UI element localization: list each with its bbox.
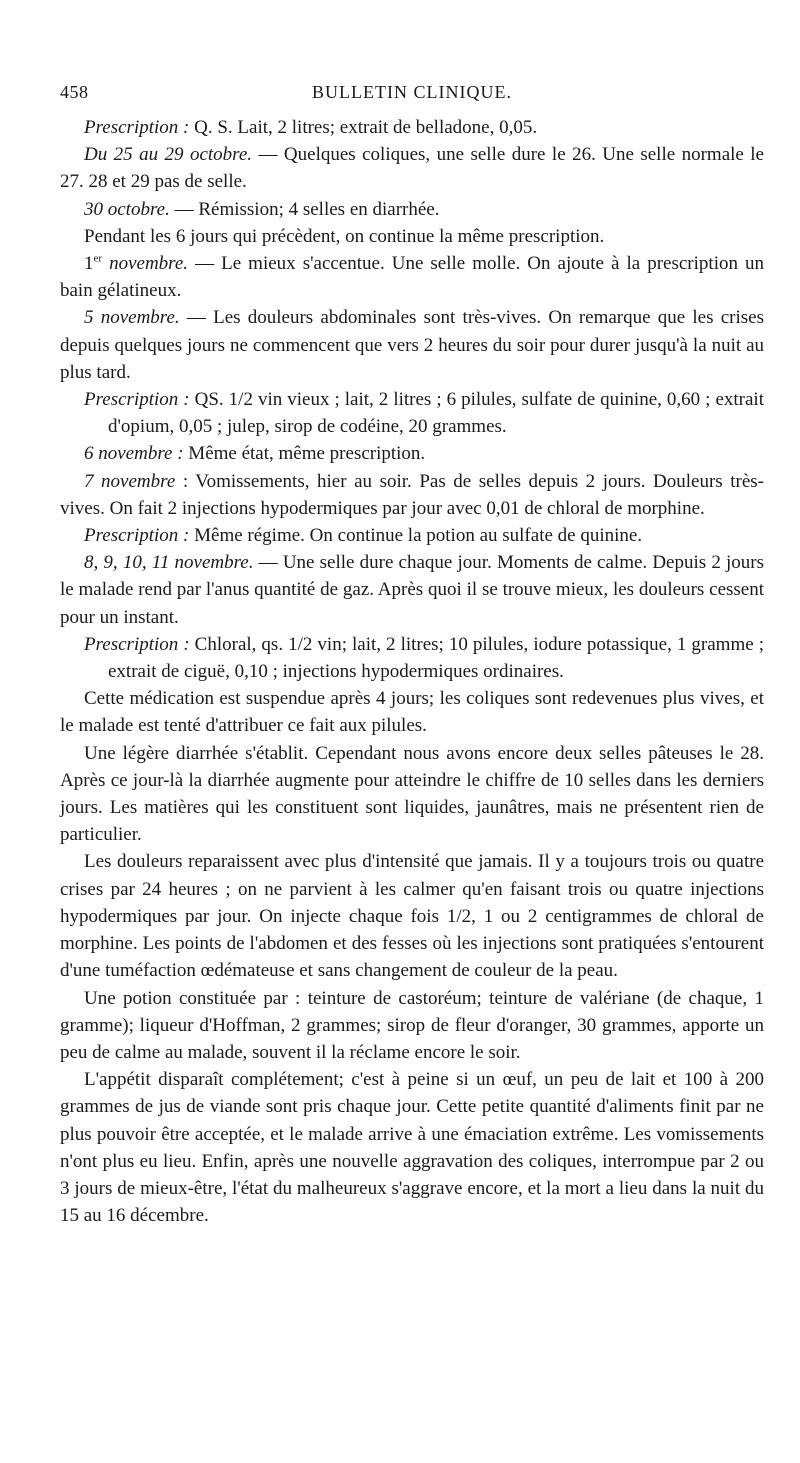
paragraph-lead: 7 novembre [84,470,176,492]
paragraph-text: Les douleurs reparaissent avec plus d'intensité que jamais. Il y a toujours trois ou quatre crises par 24 heures ; on ne parvient à les calmer qu'en faisant trois ou quatre injections hypodermiques par jour. On injecte chaque fois 1/2, 1 ou 2 centigrammes de chloral de morphine. Les points de l'abdomen et des fesses où les injections sont pratiquées s'entourent d'une tuméfaction œdémateuse et sans changement de couleur de la peau. [60,851,764,982]
paragraph-lead: Du 25 au 29 octobre. [84,144,253,166]
paragraph-lead: Prescription : [84,633,190,655]
paragraph [60,440,764,467]
paragraph [60,740,764,849]
running-head [60,82,764,114]
prescription-paragraph [60,522,764,549]
paragraph-text: Cette médication est suspendue après 4 jours; les coliques sont redevenues plus vives, et le malade est tenté d'attribuer ce fait aux pilules. [60,688,764,737]
paragraph-lead: 8, 9, 10, 11 novembre. [84,552,254,574]
paragraph [60,250,764,304]
paragraph-text: Une potion constituée par : teinture de castoréum; teinture de valériane (de chaque, 1 gramme); liqueur d'Hoffman, 2 grammes; sirop de fleur d'oranger, 30 grammes, apporte un peu de calme au malade, souvent il la réclame encore le soir. [60,987,764,1063]
paragraph-lead: 6 novembre : [84,443,184,465]
paragraph-lead-number: 1 [84,253,94,275]
prescription-paragraph [60,386,764,440]
paragraph-lead: Prescription : [84,117,190,138]
paragraph-text: — Une selle dure chaque jour. Moments de calme. Depuis 2 jours le malade rend par l'anus quantité de gaz. Après quoi il se trouve mieux, les douleurs cessent pour un instant. [60,552,764,628]
paragraph-text: QS. 1/2 vin vieux ; lait, 2 litres ; 6 pilules, sulfate de quinine, 0,60 ; extrait d'opium, 0,05 ; julep, sirop de codéine, 20 grammes. [108,389,764,438]
paragraph-lead: Prescription : [84,389,190,411]
body-text [60,114,764,1229]
paragraph [60,223,764,250]
paragraph-text: Q. S. Lait, 2 litres; extrait de belladone, 0,05. [189,117,538,138]
page [60,82,764,1229]
paragraph-text: L'appétit disparaît complétement; c'est à peine si un œuf, un peu de lait et 100 à 200 grammes de jus de viande sont pris chaque jour. Cette petite quantité d'aliments finit par ne plus pouvoir être acceptée, et le malade arrive à une émaciation extrême. Les vomissements n'ont plus eu lieu. Enfin, après une nouvelle aggravation des coliques, interrompue par 2 ou 3 jours de mieux-être, l'état du malheureux s'aggrave encore, et la mort a lieu dans la nuit du 15 au 16 décembre. [60,1069,764,1227]
paragraph-text: Même régime. On continue la potion au sulfate de quinine. [189,525,643,547]
prescription-paragraph [60,631,764,685]
paragraph-lead: 5 novembre. [84,307,180,329]
paragraph-text: Pendant les 6 jours qui précèdent, on continue la même prescription. [84,225,605,247]
paragraph [60,685,764,739]
paragraph [60,304,764,386]
paragraph-text: Même état, même prescription. [183,443,426,465]
paragraph-lead: 30 octobre. [84,198,170,220]
paragraph-text: — Les douleurs abdominales sont très-vives. On remarque que les crises depuis quelques jours ne commencent que vers 2 heures du soir pour durer jusqu'à la nuit au plus tard. [60,307,764,383]
paragraph [60,141,764,195]
paragraph [60,848,764,984]
paragraph [60,196,764,223]
paragraph [60,549,764,631]
paragraph [60,1066,764,1229]
paragraph-text: — Rémission; 4 selles en diarrhée. [169,198,440,220]
paragraph [60,114,764,141]
page-number: 458 [60,82,89,102]
paragraph-text: Une légère diarrhée s'établit. Cependant nous avons encore deux selles pâteuses le 28. Après ce jour-là la diarrhée augmente pour atteindre le chiffre de 10 selles dans les derniers jours. Les matières qui les constituent sont liquides, jaunâtres, mais ne présentent rien de particulier. [60,742,764,846]
paragraph-text: Chloral, qs. 1/2 vin; lait, 2 litres; 10 pilules, iodure potassique, 1 gramme ; extrait de ciguë, 0,10 ; injections hypodermiques ordinaires. [108,633,764,683]
paragraph-text: — Le mieux s'accentue. Une selle molle. On ajoute à la prescription un bain gélatineux. [60,253,764,302]
paragraph [60,468,764,522]
ordinal-suffix: er [93,252,103,265]
running-title: BULLETIN CLINIQUE. [312,82,512,102]
paragraph-text: — Quelques coliques, une selle dure le 26. Une selle normale le 27. 28 et 29 pas de selle. [60,144,764,193]
paragraph [60,985,764,1067]
paragraph-lead: Prescription : [84,525,190,547]
paragraph-lead: novembre. [102,253,189,275]
paragraph-text: : Vomissements, hier au soir. Pas de selles depuis 2 jours. Douleurs très-vives. On fait 2 injections hypodermiques par jour avec 0,01 de chloral de morphine. [60,470,764,519]
